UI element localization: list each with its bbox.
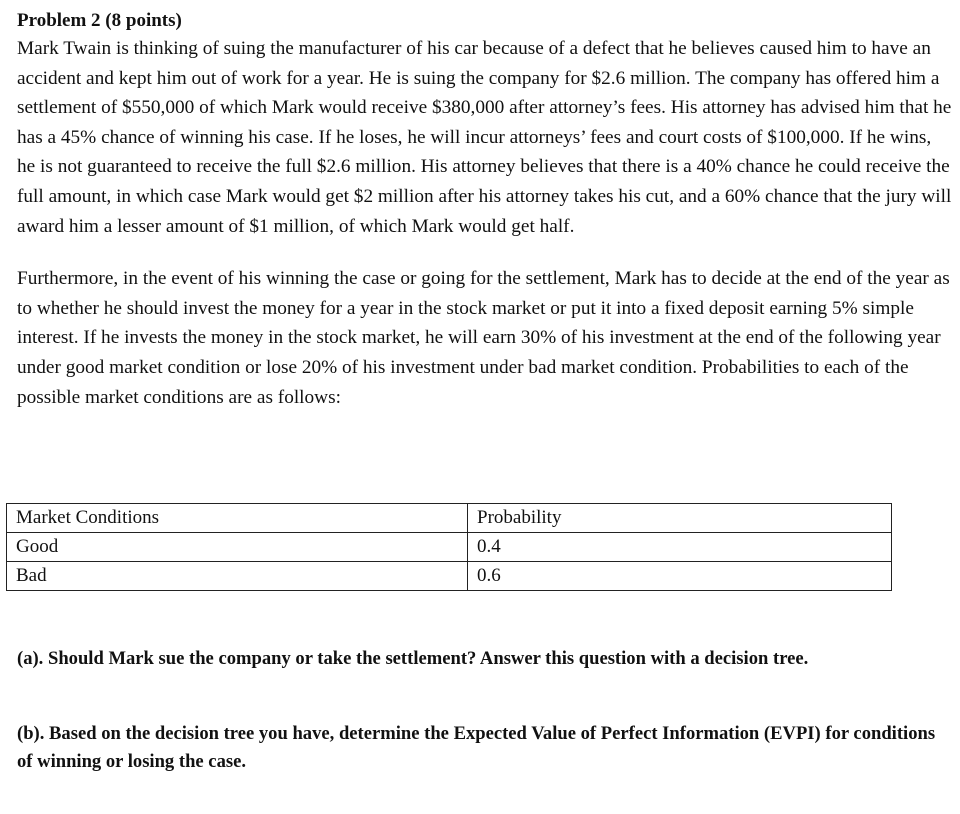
problem-heading: Problem 2 (8 points) [17,10,182,31]
market-conditions-table [6,503,892,591]
table-cell: Bad [7,562,468,591]
problem-paragraph-2: Furthermore, in the event of his winning the case or going for the settlement, Mark has to decide at the end of the year as to whether he should invest the money for a year in the stock market or put it into a fixed deposit earning 5% simple interest. If he invests the money in the stock market, he will earn 30% of his investment at the end of the following year under good market condition or lose 20% of his investment under bad market condition. Probabilities to each of the possible market conditions are as follows: [17,268,950,408]
question-a: (a). Should Mark sue the company or take the settlement? Answer this question with a decision tree. [17,648,809,669]
table-header-cell: Market Conditions [7,504,468,533]
table-row [7,562,892,591]
table-header-row [7,504,892,533]
table-header-cell: Probability [468,504,892,533]
problem-paragraph-1: Mark Twain is thinking of suing the manufacturer of his car because of a defect that he believes caused him to have an accident and kept him out of work for a year. He is suing the company for $2.6 million. The company has offered him a settlement of $550,000 of which Mark would receive $380,000 after attorney’s fees. His attorney has advised him that he has a 45% chance of winning his case. If he loses, he will incur attorneys’ fees and court costs of $100,000. If he wins, he is not guaranteed to receive the full $2.6 million. His attorney believes that there is a 40% chance he could receive the full amount, in which case Mark would get $2 million after his attorney takes his cut, and a 60% chance that the jury will award him a lesser amount of $1 million, of which Mark would get half. [17,38,952,237]
question-b: (b). Based on the decision tree you have, determine the Expected Value of Perfect Information (EVPI) for conditions of winning or losing the case. [17,723,936,772]
table-cell: 0.4 [468,533,892,562]
table-row [7,533,892,562]
table-cell: Good [7,533,468,562]
problem-document [16,8,952,772]
table-cell: 0.6 [468,562,892,591]
